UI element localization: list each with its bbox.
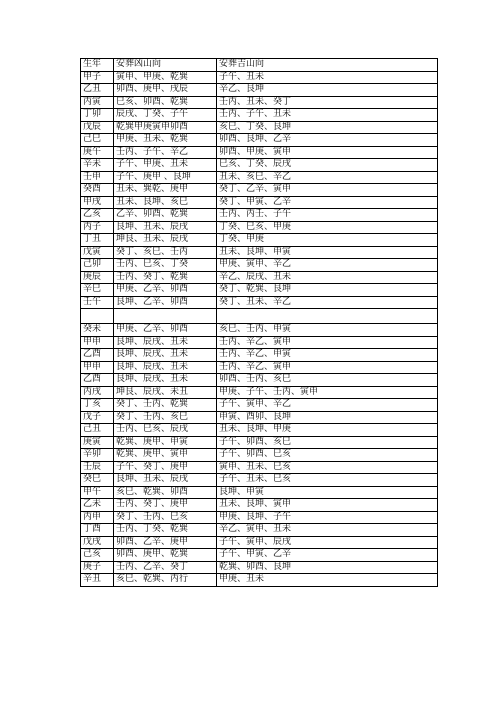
good-direction-cell: 子午、丑未、巳亥 [217,474,438,487]
birth-year-cell: 乙酉 [81,349,114,362]
table-row [81,474,438,487]
table-row [81,499,438,512]
good-direction-cell: 乾巽、卯酉、艮坤 [217,561,438,574]
good-direction-cell: 丑未、艮坤、申寅 [217,246,438,259]
bad-direction-cell: 丑未、巽乾、庚甲 [114,184,217,197]
good-direction-cell: 甲庚、艮坤、子午 [217,511,438,524]
good-direction-cell: 丁癸、巳亥、甲庚 [217,221,438,234]
good-direction-cell: 卯酉、壬丙、亥巳 [217,374,438,387]
good-direction-cell: 辛乙、寅申、丑未 [217,524,438,537]
table-row [81,284,438,297]
birth-year-cell: 丁酉 [81,524,114,537]
bad-direction-cell: 艮坤、乙辛、卯酉 [114,296,217,309]
good-direction-cell: 寅申、丑未、巳亥 [217,461,438,474]
birth-year-cell: 乙亥 [81,209,114,222]
good-direction-cell: 子午、卯酉、亥巳 [217,436,438,449]
bad-direction-cell: 寅申、甲庚、乾巽 [114,71,217,84]
birth-year-cell: 辛未 [81,159,114,172]
good-direction-cell: 亥巳、丁癸、艮坤 [217,121,438,134]
birth-year-cell: 戊辰 [81,121,114,134]
bad-direction-cell: 子午、癸丁、庚甲 [114,461,217,474]
birth-year-cell: 壬午 [81,296,114,309]
good-direction-cell: 亥巳、壬丙、申寅 [217,324,438,337]
bad-direction-cell: 壬丙、子午、辛乙 [114,146,217,159]
birth-year-cell: 甲申 [81,336,114,349]
good-direction-cell: 子午、丑未 [217,71,438,84]
bad-direction-cell: 癸丁、壬丙、亥巳 [114,411,217,424]
good-direction-cell: 壬丙、丙壬、子午 [217,209,438,222]
good-direction-cell: 甲庚、子午、壬丙、寅申 [217,386,438,399]
good-direction-cell: 甲庚、寅申、辛乙 [217,259,438,272]
birth-year-cell: 辛卯 [81,449,114,462]
good-direction-cell: 壬丙、辛乙、申寅 [217,349,438,362]
birth-year-cell: 癸巳 [81,474,114,487]
bad-direction-cell: 坤艮、辰戌、未丑 [114,386,217,399]
bad-direction-cell: 壬丙、癸丁、庚甲 [114,499,217,512]
birth-year-cell: 戊戌 [81,536,114,549]
good-direction-cell: 壬丙、辛乙、寅申 [217,336,438,349]
good-direction-cell: 艮坤、申寅 [217,486,438,499]
good-direction-cell: 壬丙、辛乙、寅申 [217,361,438,374]
bad-direction-cell: 壬丙、巳亥、辰戌 [114,424,217,437]
header-birth-year: 生年 [81,59,114,72]
birth-year-cell: 癸未 [81,324,114,337]
table-header-row [81,59,438,72]
table-row [81,324,438,337]
bad-direction-cell: 壬丙、巳亥、丁癸 [114,259,217,272]
bad-direction-cell [114,309,217,324]
good-direction-cell: 辛乙、艮坤 [217,84,438,97]
table-row [81,196,438,209]
table-row [81,134,438,147]
good-direction-cell: 子午、寅申、辛乙 [217,399,438,412]
table-row [81,121,438,134]
birth-year-cell: 丁卯 [81,109,114,122]
good-direction-cell: 子午、卯酉、巳亥 [217,449,438,462]
birth-year-cell: 己卯 [81,259,114,272]
table-row [81,524,438,537]
birth-year-cell: 庚子 [81,561,114,574]
table-row [81,349,438,362]
bad-direction-cell: 亥巳、乾巽、卯酉 [114,486,217,499]
table-row [81,234,438,247]
bad-direction-cell: 艮坤、丑未、辰戌 [114,474,217,487]
bad-direction-cell: 壬丙、乙辛、癸丁 [114,561,217,574]
table-row [81,386,438,399]
table-row [81,221,438,234]
good-direction-cell: 丑未、亥巳、辛乙 [217,171,438,184]
table-row [81,536,438,549]
header-good-directions: 安葬吉山向 [217,59,438,72]
bad-direction-cell: 甲庚、乙辛、卯酉 [114,284,217,297]
table-row [81,461,438,474]
table-row [81,361,438,374]
good-direction-cell: 子午、寅申、辰戌 [217,536,438,549]
good-direction-cell: 甲庚、丑未 [217,574,438,587]
birth-year-cell: 壬申 [81,171,114,184]
birth-year-cell: 己丑 [81,424,114,437]
bad-direction-cell: 坤艮、丑未、辰戌 [114,234,217,247]
table-row [81,184,438,197]
birth-year-cell: 庚午 [81,146,114,159]
good-direction-cell: 卯酉、甲庚、寅申 [217,146,438,159]
table-row [81,374,438,387]
bad-direction-cell: 壬丙、丁癸、乾巽 [114,524,217,537]
table-row [81,159,438,172]
birth-year-cell: 丙子 [81,221,114,234]
table-row [81,424,438,437]
bad-direction-cell: 卯酉、乙辛、庚甲 [114,536,217,549]
birth-year-cell: 戊寅 [81,246,114,259]
table-row [81,336,438,349]
birth-year-cell: 壬辰 [81,461,114,474]
birth-year-cell: 甲申 [81,361,114,374]
table-row [81,246,438,259]
bad-direction-cell: 丑未、艮坤、亥巳 [114,196,217,209]
birth-year-cell: 丁亥 [81,399,114,412]
table-row [81,411,438,424]
table-row [81,84,438,97]
bad-direction-cell: 癸丁、壬丙、乾巽 [114,399,217,412]
table-row [81,171,438,184]
bad-direction-cell: 癸丁、亥巳、壬丙 [114,246,217,259]
table-row [81,96,438,109]
birth-year-cell: 庚寅 [81,436,114,449]
good-direction-cell: 申寅、酉卯、艮坤 [217,411,438,424]
table-row [81,296,438,309]
table-row [81,449,438,462]
good-direction-cell [217,309,438,324]
good-direction-cell: 壬丙、丑未、癸丁 [217,96,438,109]
bad-direction-cell: 乾巽、庚甲、申寅 [114,436,217,449]
table-row [81,511,438,524]
bad-direction-cell: 艮坤、辰戌、丑未 [114,336,217,349]
good-direction-cell: 丑未、艮坤、甲庚 [217,424,438,437]
good-direction-cell: 卯酉、艮坤、乙辛 [217,134,438,147]
good-direction-cell: 壬丙、子午、丑未 [217,109,438,122]
birth-year-cell: 乙丑 [81,84,114,97]
table-row [81,271,438,284]
birth-year-cell: 辛巳 [81,284,114,297]
bad-direction-cell: 乙辛、卯酉、乾巽 [114,209,217,222]
good-direction-cell: 丑未、艮坤、寅申 [217,499,438,512]
birth-year-cell: 乙未 [81,499,114,512]
table-row [81,109,438,122]
birth-year-cell: 庚辰 [81,271,114,284]
bad-direction-cell: 卯酉、庚甲、戌辰 [114,84,217,97]
good-direction-cell: 辛乙、辰戌、丑未 [217,271,438,284]
bad-direction-cell: 壬丙、癸丁、乾巽 [114,271,217,284]
birth-year-cell: 丙申 [81,511,114,524]
birth-year-cell: 丙寅 [81,96,114,109]
burial-direction-table [80,58,438,587]
good-direction-cell: 癸丁、乙辛、寅申 [217,184,438,197]
bad-direction-cell: 子午、庚甲 、艮坤 [114,171,217,184]
birth-year-cell: 丁丑 [81,234,114,247]
table-row [81,259,438,272]
table-row [81,146,438,159]
table-row [81,549,438,562]
table-row [81,574,438,587]
bad-direction-cell: 子午、甲庚、丑未 [114,159,217,172]
bad-direction-cell: 甲庚、丑未、乾巽 [114,134,217,147]
good-direction-cell: 癸丁、甲寅、乙辛 [217,196,438,209]
bad-direction-cell: 艮坤、辰戌、丑未 [114,349,217,362]
table-row [81,71,438,84]
table-row [81,436,438,449]
bad-direction-cell: 卯酉、庚甲、乾巽 [114,549,217,562]
table-body [81,59,438,587]
table-row [81,486,438,499]
table-row [81,561,438,574]
birth-year-cell: 己亥 [81,549,114,562]
birth-year-cell [81,309,114,324]
birth-year-cell: 癸酉 [81,184,114,197]
birth-year-cell: 甲午 [81,486,114,499]
birth-year-cell: 甲子 [81,71,114,84]
bad-direction-cell: 亥巳、乾巽、丙行 [114,574,217,587]
bad-direction-cell: 甲庚、乙辛、卯酉 [114,324,217,337]
good-direction-cell: 子午、甲寅、乙辛 [217,549,438,562]
table-row [81,209,438,222]
table-row [81,399,438,412]
birth-year-cell: 甲戌 [81,196,114,209]
bad-direction-cell: 癸丁、壬丙、巳亥 [114,511,217,524]
birth-year-cell: 戊子 [81,411,114,424]
bad-direction-cell: 艮坤、丑未、辰戌 [114,221,217,234]
header-bad-directions: 安葬凶山向 [114,59,217,72]
birth-year-cell: 丙戌 [81,386,114,399]
good-direction-cell: 癸丁、乾巽、艮坤 [217,284,438,297]
birth-year-cell: 辛丑 [81,574,114,587]
good-direction-cell: 癸丁、丑未、辛乙 [217,296,438,309]
bad-direction-cell: 巳亥、卯酉、乾巽 [114,96,217,109]
bad-direction-cell: 艮坤、辰戌、丑未 [114,361,217,374]
table-spacer-row [81,309,438,324]
birth-year-cell: 己巳 [81,134,114,147]
bad-direction-cell: 乾巽甲庚寅申卯酉 [114,121,217,134]
bad-direction-cell: 辰戌、丁癸、子午 [114,109,217,122]
good-direction-cell: 巳亥、丁癸、辰戌 [217,159,438,172]
bad-direction-cell: 乾巽、庚甲、寅申 [114,449,217,462]
birth-year-cell: 乙酉 [81,374,114,387]
good-direction-cell: 丁癸、甲庚 [217,234,438,247]
bad-direction-cell: 艮坤、辰戌、丑未 [114,374,217,387]
